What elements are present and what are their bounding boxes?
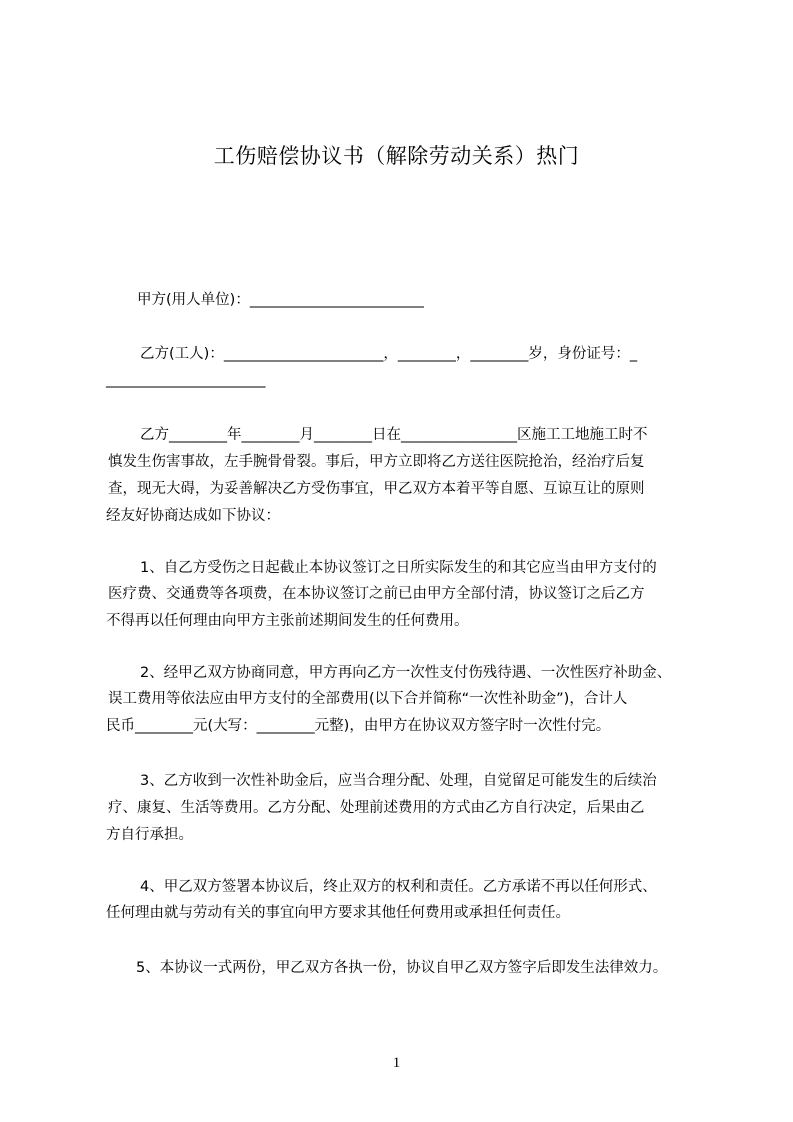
clause-2-line-3: 民币________元(大写：________元整)，由甲方在协议双方签字时一次性付完。 <box>106 718 611 734</box>
clause-3-line-3: 方自行承担。 <box>106 827 193 843</box>
intro-line-1: 乙方________年________月________日在________________区施工工地施工时不 <box>140 427 648 443</box>
intro-line-4: 经友好协商达成如下协议： <box>106 508 280 524</box>
clause-2-line-2: 误工费用等依法应由甲方支付的全部费用(以下合并简称“一次性补助金”)，合计人 <box>108 691 628 707</box>
clause-3-line-1: 3、乙方收到一次性补助金后，应当合理分配、处理，自觉留足可能发生的后续治 <box>140 773 657 789</box>
clause-4-line-2: 任何理由就与劳动有关的事宜向甲方要求其他任何费用或承担任何责任。 <box>106 905 570 921</box>
intro-line-2: 慎发生伤害事故，左手腕骨骨裂。事后，甲方立即将乙方送往医院抢治，经治疗后复 <box>108 454 645 470</box>
document-title: 工伤赔偿协议书（解除劳动关系）热门 <box>213 144 580 168</box>
page-number: 1 <box>392 1055 401 1071</box>
clause-5-line-1: 5、本协议一式两份，甲乙双方各执一份，协议自甲乙双方签字后即发生法律效力。 <box>136 960 668 976</box>
party-b-line-1: 乙方(工人)：______________________，________，________岁，身份证号：_ <box>140 346 638 362</box>
clause-4-line-1: 4、甲乙双方签署本协议后，终止双方的权利和责任。乙方承诺不再以任何形式、 <box>140 879 657 895</box>
clause-1-line-1: 1、自乙方受伤之日起截止本协议签订之日所实际发生的和其它应当由甲方支付的 <box>140 560 657 576</box>
party-a-line: 甲方(用人单位)：________________________ <box>137 292 424 308</box>
clause-3-line-2: 疗、康复、生活等费用。乙方分配、处理前述费用的方式由乙方自行决定，后果由乙 <box>108 800 645 816</box>
clause-1-line-2: 医疗费、交通费等各项费，在本协议签订之前已由甲方全部付清，协议签订之后乙方 <box>108 586 645 602</box>
party-b-line-2: ______________________ <box>106 372 266 388</box>
clause-2-line-1: 2、经甲乙双方协商同意，甲方再向乙方一次性支付伤残待遇、一次性医疗补助金、 <box>140 665 672 681</box>
clause-1-line-3: 不得再以任何理由向甲方主张前述期间发生的任何费用。 <box>106 613 469 629</box>
intro-line-3: 查，现无大碍，为妥善解决乙方受伤事宜，甲乙双方本着平等自愿、互谅互让的原则 <box>108 481 645 497</box>
